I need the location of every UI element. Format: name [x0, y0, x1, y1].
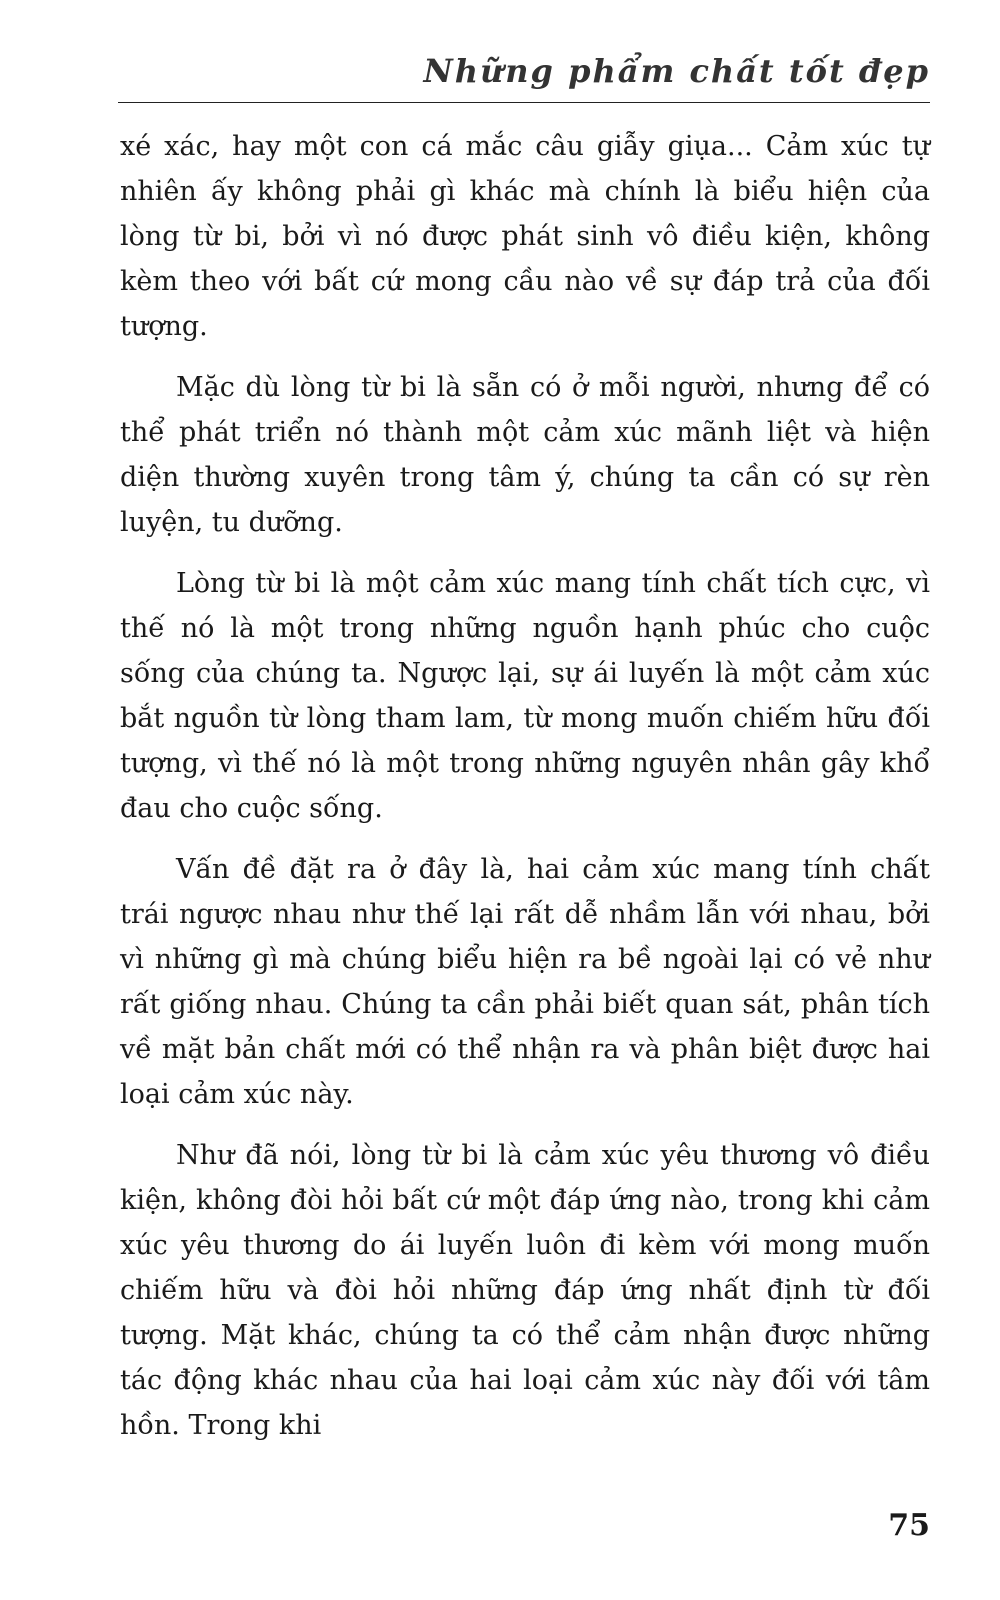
header-rule — [118, 102, 930, 103]
running-header-title: Những phẩm chất tốt đẹp — [423, 52, 930, 90]
paragraph-4: Vấn đề đặt ra ở đây là, hai cảm xúc mang tính chất trái ngược nhau như thế lại rất dễ nhầm lẫn với nhau, bởi vì những gì mà chúng biểu hiện ra bề ngoài lại có vẻ như rất giống nhau. Chúng ta cần phải biết quan sát, phân tích về mặt bản chất mới có thể nhận ra và phân biệt được hai loại cảm xúc này. — [120, 854, 930, 1110]
paragraph-2: Mặc dù lòng từ bi là sẵn có ở mỗi người, nhưng để có thể phát triển nó thành một cảm xúc mãnh liệt và hiện diện thường xuyên trong tâm ý, chúng ta cần có sự rèn luyện, tu dưỡng. — [120, 372, 930, 538]
page-number: 75 — [888, 1508, 930, 1543]
body-text — [120, 124, 930, 1464]
paragraph-3: Lòng từ bi là một cảm xúc mang tính chất tích cực, vì thế nó là một trong những nguồn hạnh phúc cho cuộc sống của chúng ta. Ngược lại, sự ái luyến là một cảm xúc bắt nguồn từ lòng tham lam, từ mong muốn chiếm hữu đối tượng, vì thế nó là một trong những nguyên nhân gây khổ đau cho cuộc sống. — [120, 568, 930, 824]
paragraph-5: Như đã nói, lòng từ bi là cảm xúc yêu thương vô điều kiện, không đòi hỏi bất cứ một đáp ứng nào, trong khi cảm xúc yêu thương do ái luyến luôn đi kèm với mong muốn chiếm hữu và đòi hỏi những đáp ứng nhất định từ đối tượng. Mặt khác, chúng ta có thể cảm nhận được những tác động khác nhau của hai loại cảm xúc này đối với tâm hồn. Trong khi — [120, 1140, 930, 1441]
paragraph-1: xé xác, hay một con cá mắc câu giẫy giụa... Cảm xúc tự nhiên ấy không phải gì khác mà chính là biểu hiện của lòng từ bi, bởi vì nó được phát sinh vô điều kiện, không kèm theo với bất cứ mong cầu nào về sự đáp trả của đối tượng. — [120, 131, 930, 342]
